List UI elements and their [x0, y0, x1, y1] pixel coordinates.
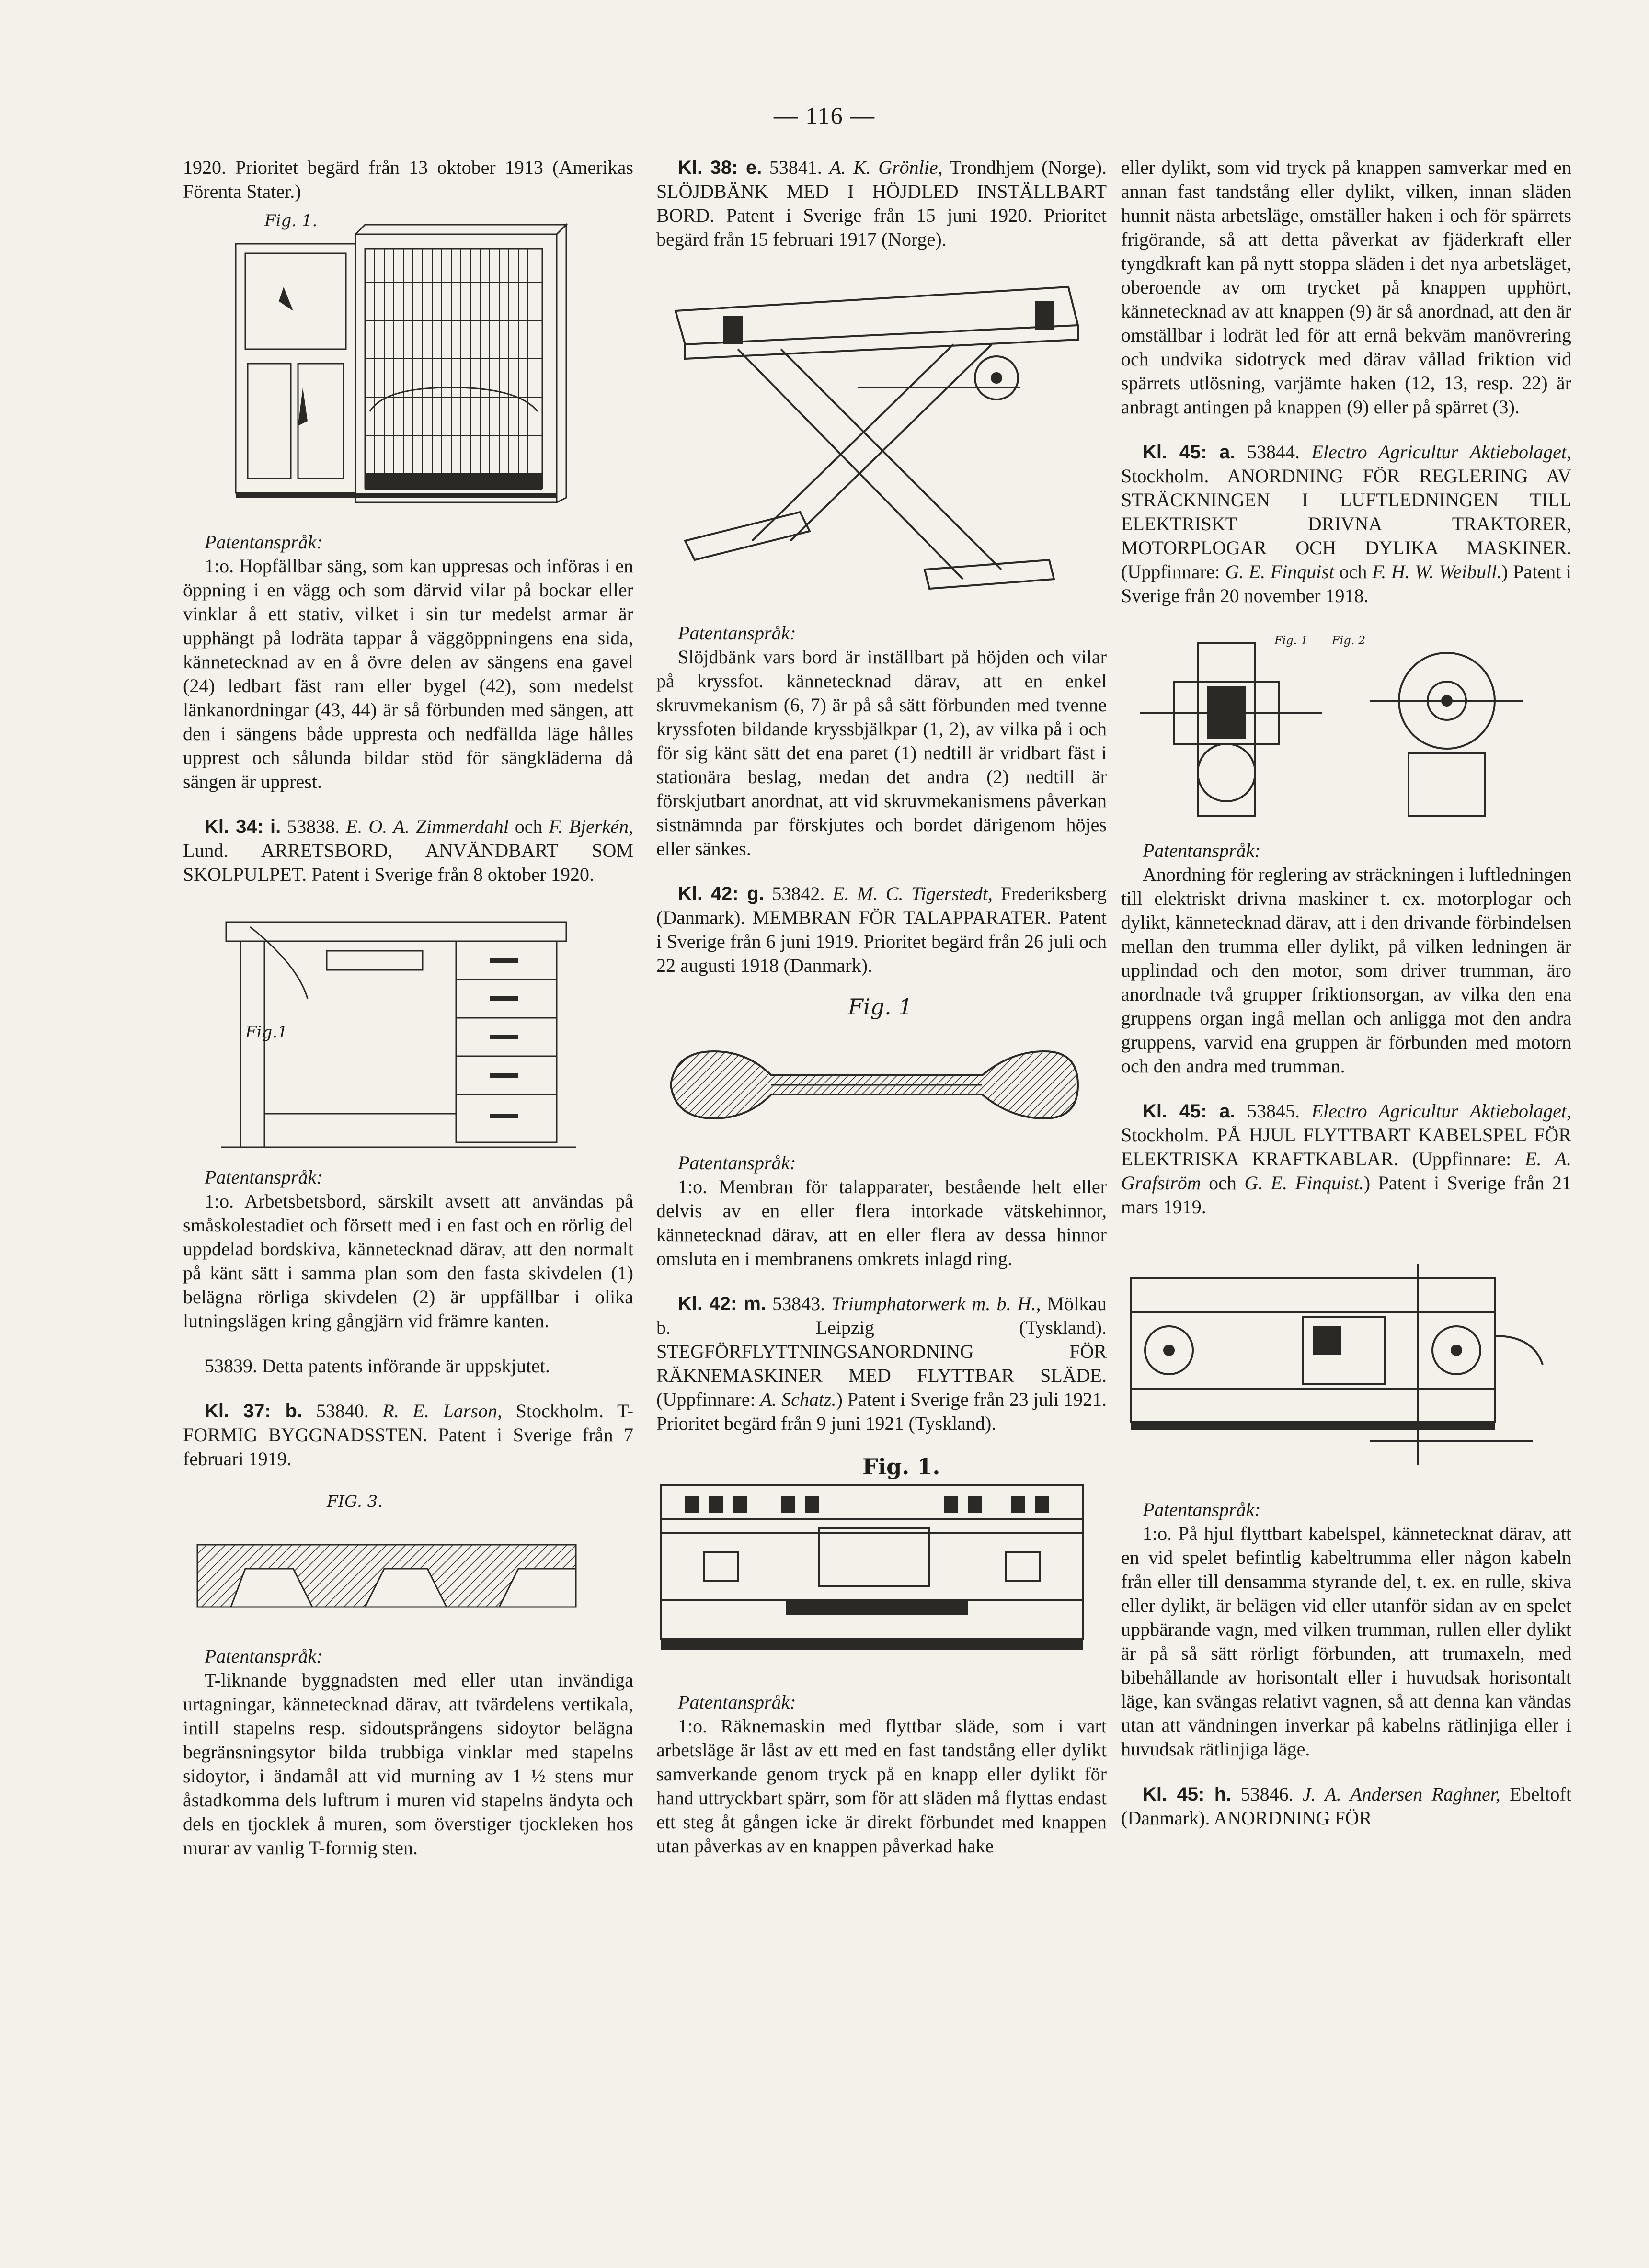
membrane-drawing	[656, 999, 1107, 1142]
cable-tension-drawing	[1121, 629, 1571, 830]
class-code: Kl. 42: m.	[678, 1293, 767, 1314]
inventor-name: F. H. W. Weibull.	[1372, 561, 1502, 582]
patent-entry-38e: Kl. 38: e. 53841. A. K. Grönlie, Trondhjem (Norge). SLÖJDBÄNK MED I HÖJDLED INSTÄLLBART BORD. Patent i Sverige från 15 juni 1920. Prioritet begärd från 15 februari 1917 (Norge).	[656, 157, 1107, 250]
calculator-figure	[656, 1454, 1107, 1682]
figure-label: Fig.1	[245, 1023, 288, 1042]
membrane-figure	[656, 994, 1107, 1142]
inventor-name: Electro Agricultur Aktiebolaget,	[1311, 441, 1571, 463]
class-code: Kl. 45: h.	[1143, 1784, 1232, 1805]
claim-text: T-liknande byggnadsten med eller utan invändiga urtagningar, kännetecknad därav, att tvärdelens vertikala, intill stapelns resp. sidoutsprångens sidoytor belägna begränsningsytor bilda trubbiga vinklar med stapelns sidoytor, i ändamål att vid murning av 1 ½ stens mur åstadkomma dels luftrum i muren vid stapelns ändyta och dels en tjocklek å muren, som överstiger tjockleken hos murar av vanlig T-formig sten.	[183, 1669, 633, 1858]
page-number: — 116 —	[773, 102, 876, 129]
claim-text: 1:o. Arbetsbetsbord, särskilt avsett att användas på småskolestadiet och försett med i en fast och en rörlig del uppdelad bordskiva, kännetecknad därav, att den normalt på känt sätt i samma plan som den fasta skivdelen (1) belägna rörliga skivdelen (2) är uppfällbar i olika lutningslägen kring gångjärn vid främre kanten.	[183, 1190, 633, 1332]
figure-label: Fig. 2	[1332, 634, 1366, 647]
inventor-name: G. E. Finquist	[1225, 561, 1335, 582]
class-code: Kl. 45: a.	[1143, 442, 1236, 463]
patent-entry-42g: Kl. 42: g. 53842. E. M. C. Tigerstedt, Frederiksberg (Danmark). MEMBRAN FÖR TALAPPARATER. Patent i Sverige från 6 juni 1919. Prioritet begärd från 26 juli och 22 augusti 1918 (Danmark).	[656, 883, 1107, 976]
inventor-name: E. A. Grafström	[1121, 1148, 1571, 1194]
patent-entry-42m: Kl. 42: m. 53843. Triumphatorwerk m. b. H., Mölkau b. Leipzig (Tyskland). STEGFÖRFLYTTNINGSANORDNING FÖR RÄKNEMASKINER MED FLYTTBAR SLÄDE. (Uppfinnare: A. Schatz.) Patent i Sverige från 23 juli 1921. Prioritet begärd från 9 juni 1921 (Tyskland).	[656, 1293, 1107, 1434]
inventor-name: A. Schatz.	[760, 1389, 836, 1410]
patent-entry-45a-2: Kl. 45: a. 53845. Electro Agricultur Aktiebolaget, Stockholm. PÅ HJUL FLYTTBART KABELSPEL FÖR ELEKTRISKA KRAFTKABLAR. (Uppfinnare: E. A. Grafström och G. E. Finquist.) Patent i Sverige från 21 mars 1919.	[1121, 1100, 1571, 1218]
intro-paragraph: 1920. Prioritet begärd från 13 oktober 1913 (Amerikas Förenta Stater.)	[183, 157, 633, 202]
patent-entry-37b: Kl. 37: b. 53840. R. E. Larson, Stockholm. T-FORMIG BYGGNADSSTEN. Patent i Sverige från 7 februari 1919.	[183, 1400, 634, 1470]
figure-label: Fig. 1.	[862, 1454, 940, 1480]
column-middle	[656, 156, 1107, 1879]
claim-heading: Patentanspråk:	[205, 531, 323, 553]
claim-heading: Patentanspråk:	[205, 1645, 323, 1667]
inventor-name: R. E. Larson,	[382, 1400, 502, 1422]
folding-bed-figure	[183, 211, 633, 522]
workbench-drawing	[656, 273, 1107, 613]
claim-heading: Patentanspråk:	[1143, 840, 1261, 861]
figure-label: Fig. 1	[1274, 634, 1308, 647]
class-code: Kl. 34: i.	[205, 816, 281, 837]
figure-label: Fig. 1.	[264, 211, 318, 230]
folding-bed-drawing	[183, 215, 633, 522]
claim-text: Slöjdbänk vars bord är inställbart på höjden och vilar på kryssfot. kännetecknad därav, att en enkel skruvmekanism (6, 7) är på så sätt förbunden med tvenne kryssfoten bildande kryssbjälkpar (1, 2), av vilka på i och för sig känt sätt det ena paret (1) nedtill är vridbart fäst i stationära beslag, medan det andra (2) nedtill är förskjutbart anordnat, att vid skruvmekanismens påverkan sistnämnda par förskjutes och bordet därigenom höjes eller sänkes.	[656, 646, 1107, 859]
class-code: Kl. 42: g.	[678, 883, 764, 904]
claim-text: 1:o. Hopfällbar säng, som kan uppresas och införas i en öppning i en vägg och som därvid vilar på bockar eller vinklar å ett stativ, vilket i sin tur medelst armar är upphängt på lodräta tappar å väggöppningens ena sida, kännetecknad av en å övre delen av sängens ena gavel (24) ledbart fäst ram eller bygel (42), som medelst länkanordningar (43, 44) är så förbunden med sängen, att den i sängens både uppresta och nedfällda läge hålles upprest och sålunda bildar stöd för sängkläderna då sängen är upprest.	[183, 555, 633, 792]
workbench-figure	[656, 273, 1107, 613]
claim-text: 1:o. På hjul flyttbart kabelspel, kännetecknat därav, att en vid spelet befintlig kabeltrumma eller någon kabeln från eller till densamma styrande del, t. ex. en rulle, skiva eller dylikt, är belägen vid eller utanför sidan av en spelet uppbärande vagn, med vilken trumman, rullen eller dylikt är på så sätt rörligt förbunden, att trumaxeln, med bibehållande av horisontalt eller i huvudsak horisontalt läge, kan svängas relativt vagnen, så att denna kan vändas utan att vändningen inverkar på kabelns rätlinjiga eller i huvudsak rätlinjiga läge.	[1121, 1523, 1571, 1760]
claim-text: Anordning för reglering av sträckningen i luftledningen till elektriskt drivna maskiner t. ex. motorplogar och dylikt, kännetecknad därav, att i den drivande förbindelsen mellan den trumma eller dylikt, på vilken ledningen är upplindad och den motor, som driver trumman, äro anordnade två grupper friktionsorgan, av vilka den ena gruppens organ ingå mellan och anligga mot den andra gruppens, varvid ena gruppen är förbunden med motorn och den andra med trumman.	[1121, 864, 1571, 1077]
inventor-name: G. E. Finquist.	[1244, 1172, 1364, 1194]
patent-entry-45a: Kl. 45: a. 53844. Electro Agricultur Aktiebolaget, Stockholm. ANORDNING FÖR REGLERING AV STRÄCKNINGEN I LUFTLEDNINGEN TILL ELEKTRISKT DRIVNA TRAKTORER, MOTORPLOGAR OCH DYLIKA MASKINER. (Uppfinnare: G. E. Finquist och F. H. W. Weibull.) Patent i Sverige från 20 november 1918.	[1121, 441, 1571, 606]
cable-tension-figure	[1121, 629, 1571, 830]
deferred-note: 53839. Detta patents införande är uppskjutet.	[205, 1355, 550, 1377]
claim-heading: Patentanspråk:	[205, 1166, 323, 1188]
continuation-paragraph: eller dylikt, som vid tryck på knappen samverkar med en annan fast tandstång eller dylikt, vilken, innan släden hunnit nästa arbetsläge, omställer haken i och för spärrets frigörande, så att detta påverkat av fjäderkraft eller tyngdkraft kan på nytt stoppa släden i det nya arbetsläget, oberoende av om trycket på knappen upphört, kännetecknad av att knappen (9) är så anordnad, att den är omställbar i lodrät led för att ernå bekväm manövrering och undvika sidotryck med därav vållad friktion vid spärrets utlösning, varjämte haken (12, 13, resp. 22) är anbragt antingen på knappen (9) eller på spärret (3).	[1121, 157, 1571, 418]
building-brick-figure	[183, 1492, 633, 1636]
inventor-name: Electro Agricultur Aktiebolaget,	[1311, 1100, 1571, 1122]
class-code: Kl. 45: a.	[1143, 1101, 1236, 1122]
claim-heading: Patentanspråk:	[678, 622, 796, 644]
claim-text: 1:o. Membran för talapparater, bestående helt eller delvis av en eller flera intorkade vätskehinnor, kännetecknad därav, att en eller flera av dessa hinnor omsluta en i membranens omkrets inlagd ring.	[656, 1176, 1107, 1269]
figure-label: FIG. 3.	[327, 1492, 383, 1511]
building-brick-drawing	[183, 1492, 633, 1636]
column-left	[183, 156, 633, 1881]
patent-entry-45h: Kl. 45: h. 53846. J. A. Andersen Raghner, Ebeltoft (Danmark). ANORDNING FÖR	[1121, 1783, 1571, 1829]
patent-entry-34i: Kl. 34: i. 53838. E. O. A. Zimmerdahl och F. Bjerkén, Lund. ARRETSBORD, ANVÄNDBART SOM SKOLPULPET. Patent i Sverige från 8 oktober 1920.	[183, 816, 633, 885]
class-code: Kl. 37: b.	[205, 1401, 303, 1422]
claim-text: 1:o. Räknemaskin med flyttbar släde, som i vart arbetsläge är låst av ett med en fast tandstång eller dylikt samverkande genom tryck på en knapp eller dylikt för hand uttryckbart spärr, som för att släden må flyttas endast ett steg åt gången icke är direkt förbundet med knappen utan påverkas av en knappen påverkad hake	[656, 1715, 1107, 1857]
figure-label: Fig. 1	[848, 994, 913, 1020]
inventor-name: E. M. C. Tigerstedt,	[832, 883, 993, 904]
cable-winch-drawing	[1121, 1240, 1571, 1489]
cable-winch-figure	[1121, 1240, 1571, 1489]
class-code: Kl. 38: e.	[678, 157, 762, 178]
column-right	[1121, 156, 1571, 1851]
inventor-name: F. Bjerkén	[549, 816, 629, 837]
inventor-name: E. O. A. Zimmerdahl	[346, 816, 509, 837]
claim-heading: Patentanspråk:	[1143, 1499, 1261, 1520]
inventor-name: A. K. Grönlie,	[829, 157, 943, 178]
school-desk-figure	[183, 908, 633, 1157]
inventor-name: Triumphatorwerk m. b. H.,	[831, 1293, 1041, 1314]
claim-heading: Patentanspråk:	[678, 1691, 796, 1713]
calculator-drawing	[656, 1457, 1107, 1682]
claim-heading: Patentanspråk:	[678, 1152, 796, 1174]
inventor-name: J. A. Andersen Raghner,	[1302, 1783, 1500, 1805]
